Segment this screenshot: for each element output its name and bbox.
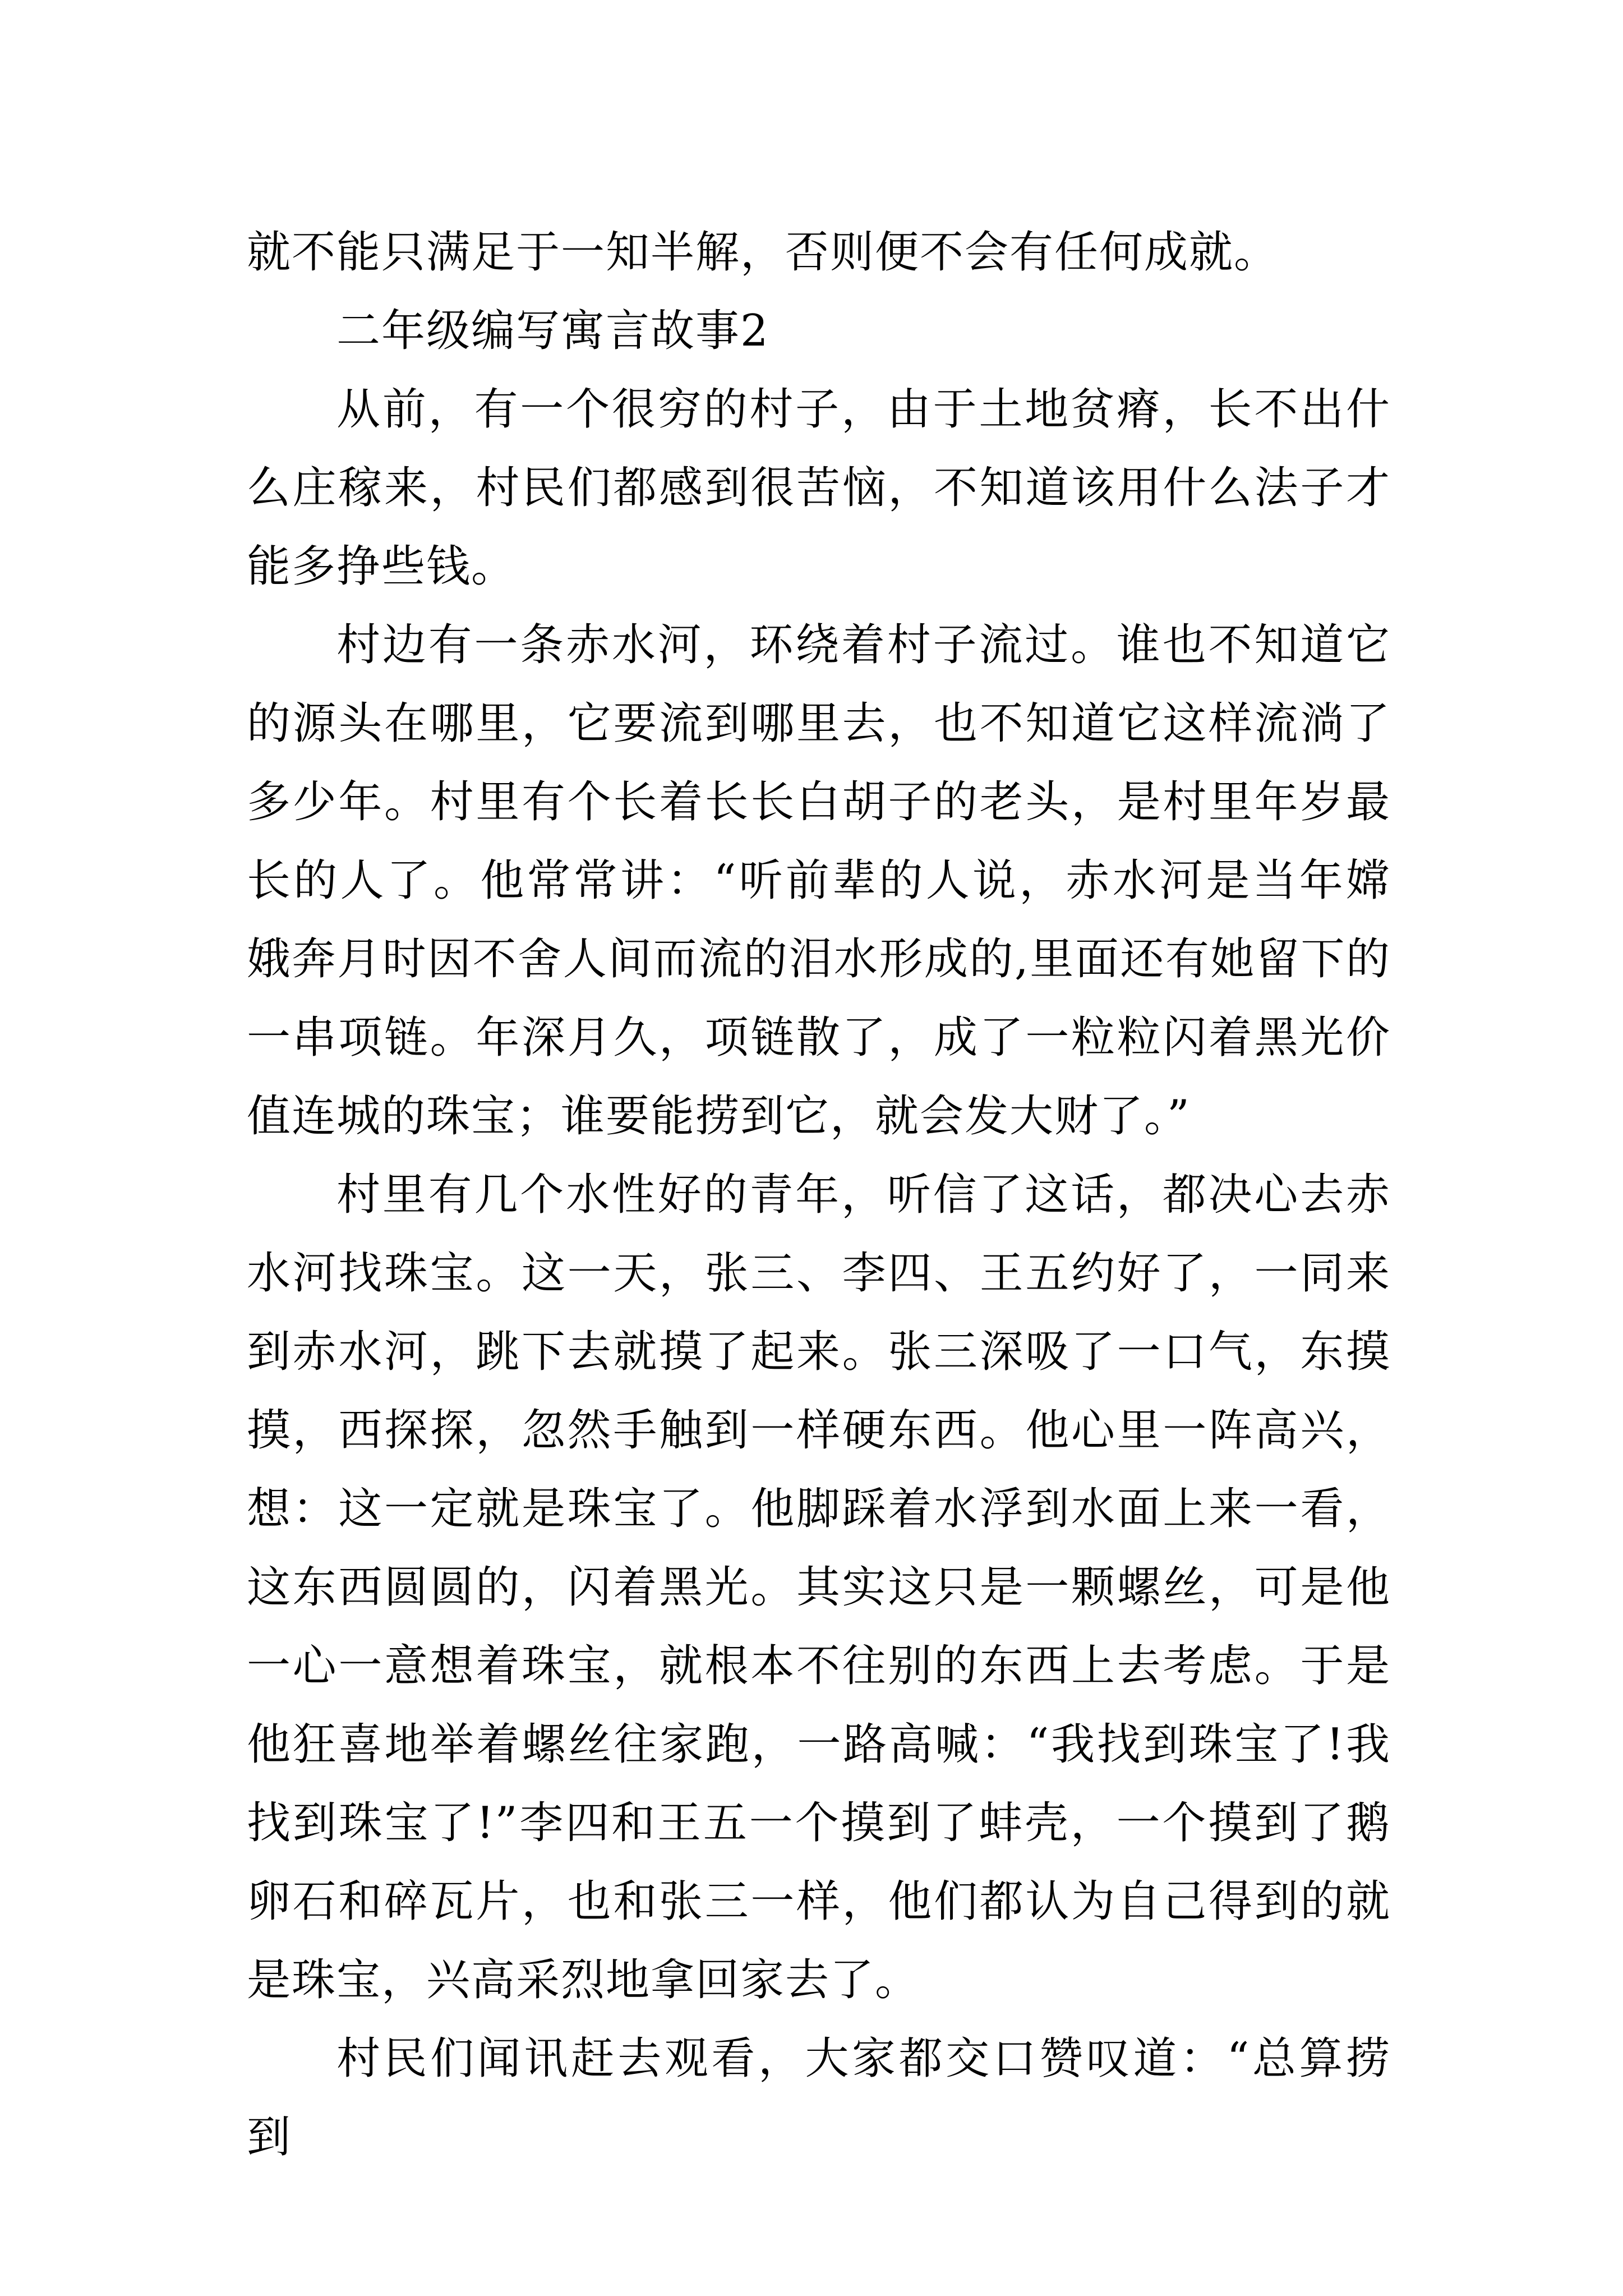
paragraph: 村里有几个水性好的青年，听信了这话，都决心去赤水河找珠宝。这一天，张三、李四、王五约好了，一同来到赤水河，跳下去就摸了起来。张三深吸了一口气，东摸摸，西探探，忽然手触到一样硬东西。他心里一阵高兴，想：这一定就是珠宝了。他脚踩着水浮到水面上来一看，这东西圆圆的，闪着黑光。其实这只是一颗螺丝，可是他一心一意想着珠宝，就根本不往别的东西上去考虑。于是他狂喜地举着螺丝往家跑，一路高喊：“我找到珠宝了!我找到珠宝了!”李四和王五一个摸到了蚌壳，一个摸到了鹅卵石和碎瓦片，也和张三一样，他们都认为自己得到的就是珠宝，兴高采烈地拿回家去了。 [247,1170,1391,2005]
document-body [247,213,1391,2177]
paragraph: 村边有一条赤水河，环绕着村子流过。谁也不知道它的源头在哪里，它要流到哪里去，也不知道它这样流淌了多少年。村里有个长着长长白胡子的老头，是村里年岁最长的人了。他常常讲：“听前辈的人说，赤水河是当年嫦娥奔月时因不舍人间而流的泪水形成的,里面还有她留下的一串项链。年深月久，项链散了，成了一粒粒闪着黑光价值连城的珠宝；谁要能捞到它，就会发大财了。” [247,620,1391,1142]
paragraph-continuation: 就不能只满足于一知半解，否则便不会有任何成就。 [247,227,1279,278]
section-heading: 二年级编写寓言故事2 [336,306,769,356]
paragraph: 从前，有一个很穷的村子，由于土地贫瘠，长不出什么庄稼来，村民们都感到很苦恼，不知道该用什么法子才能多挣些钱。 [247,384,1391,592]
paragraph: 村民们闻讯赶去观看，大家都交口赞叹道：“总算捞到 [247,2033,1391,2162]
